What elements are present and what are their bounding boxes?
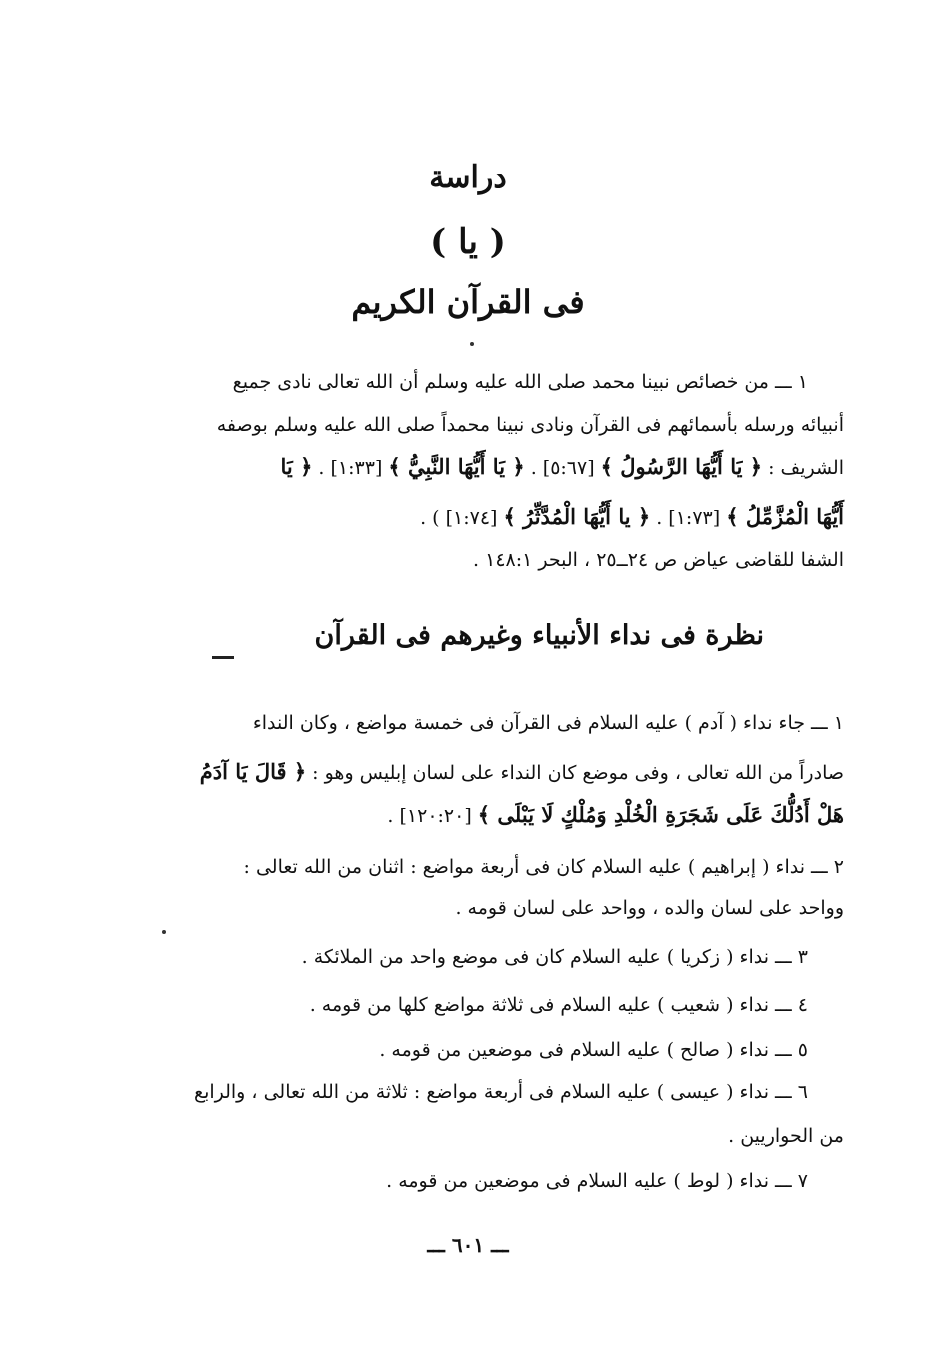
intro-line-5: الشفا للقاضى عياض ص ٢٤ــ٢٥ ، البحر ١٤٨:١ . — [473, 549, 844, 571]
title-line-3: فى القرآن الكريم — [351, 283, 585, 321]
section-heading: نظرة فى نداء الأنبياء وغيرهم فى القرآن — [314, 620, 764, 651]
intro-line-4 — [420, 502, 844, 532]
intro-line-3 — [281, 452, 844, 482]
ink-dot — [470, 342, 474, 346]
intro-line-2: أنبيائه ورسله بأسمائهم فى القرآن ونادى نبينا محمداً صلى الله عليه وسلم بوصفه — [216, 414, 844, 436]
quran-verse: ﴿ قَالَ يَا آدَمُ — [199, 759, 307, 784]
item-text: صادراً من الله تعالى ، وفى موضع كان النداء على لسان إبليس وهو : — [306, 762, 844, 784]
item-1-line-1: ١ ـــ جاء نداء ( آدم ) عليه السلام فى القرآن فى خمسة مواضع ، وكان النداء — [252, 712, 844, 734]
quran-verse: أَيُّهَا الْمُزَّمِّلُ ﴾ — [726, 504, 844, 529]
page-number: ـــ ٦٠١ ـــ — [427, 1233, 509, 1257]
quran-verse: ﴿ يَا أَيُّهَا الرَّسُولُ ﴾ — [600, 454, 763, 479]
intro-text: الشريف : — [762, 457, 844, 479]
verse-reference: [١:٧٣] . — [650, 507, 727, 529]
item-5: ٥ ـــ نداء ( صالح ) عليه السلام فى موضعين من قومه . — [379, 1039, 808, 1061]
item-2-line-2: وواحد على لسان والده ، وواحد على لسان قومه . — [455, 897, 844, 919]
item-7: ٧ ـــ نداء ( لوط ) عليه السلام فى موضعين من قومه . — [386, 1170, 808, 1192]
item-1-line-2 — [200, 757, 844, 787]
heading-mark — [212, 656, 234, 659]
verse-reference: [٥:٦٧] . — [524, 457, 601, 479]
quran-verse: ﴿ يَا أَيُّهَا النَّبِيُّ ﴾ — [388, 454, 525, 479]
title-line-1: دراسة — [429, 160, 507, 195]
item-6-line-1: ٦ ـــ نداء ( عيسى ) عليه السلام فى أربعة مواضع : ثلاثة من الله تعالى ، والرابع — [193, 1081, 808, 1103]
item-1-line-3 — [387, 800, 844, 830]
ink-dot — [162, 930, 166, 934]
quran-verse: ﴿ يَا — [280, 454, 313, 479]
item-3: ٣ ـــ نداء ( زكريا ) عليه السلام كان فى موضع واحد من الملائكة . — [301, 946, 808, 968]
verse-reference: [١:٣٣] . — [312, 457, 389, 479]
item-2-line-1: ٢ ـــ نداء ( إبراهيم ) عليه السلام كان فى أربعة مواضع : اثنان من الله تعالى : — [243, 856, 844, 878]
quran-verse: هَلْ أَدُلُّكَ عَلَى شَجَرَةِ الْخُلْدِ وَمُلْكٍ لَا يَبْلَى ﴾ — [477, 802, 844, 827]
verse-reference: [١:٧٤] ) . — [420, 507, 504, 529]
intro-line-1: ١ ـــ من خصائص نبينا محمد صلى الله عليه وسلم أن الله تعالى نادى جميع — [232, 371, 808, 393]
quran-verse: ﴿ يا أَيُّهَا الْمُدَّثِّرُ ﴾ — [503, 504, 651, 529]
item-6-line-2: من الحواريين . — [728, 1125, 844, 1147]
item-4: ٤ ـــ نداء ( شعيب ) عليه السلام فى ثلاثة مواضع كلها من قومه . — [309, 994, 808, 1016]
verse-reference: [١٢٠:٢٠] . — [387, 805, 478, 827]
title-line-2: ( يا ) — [430, 222, 506, 262]
